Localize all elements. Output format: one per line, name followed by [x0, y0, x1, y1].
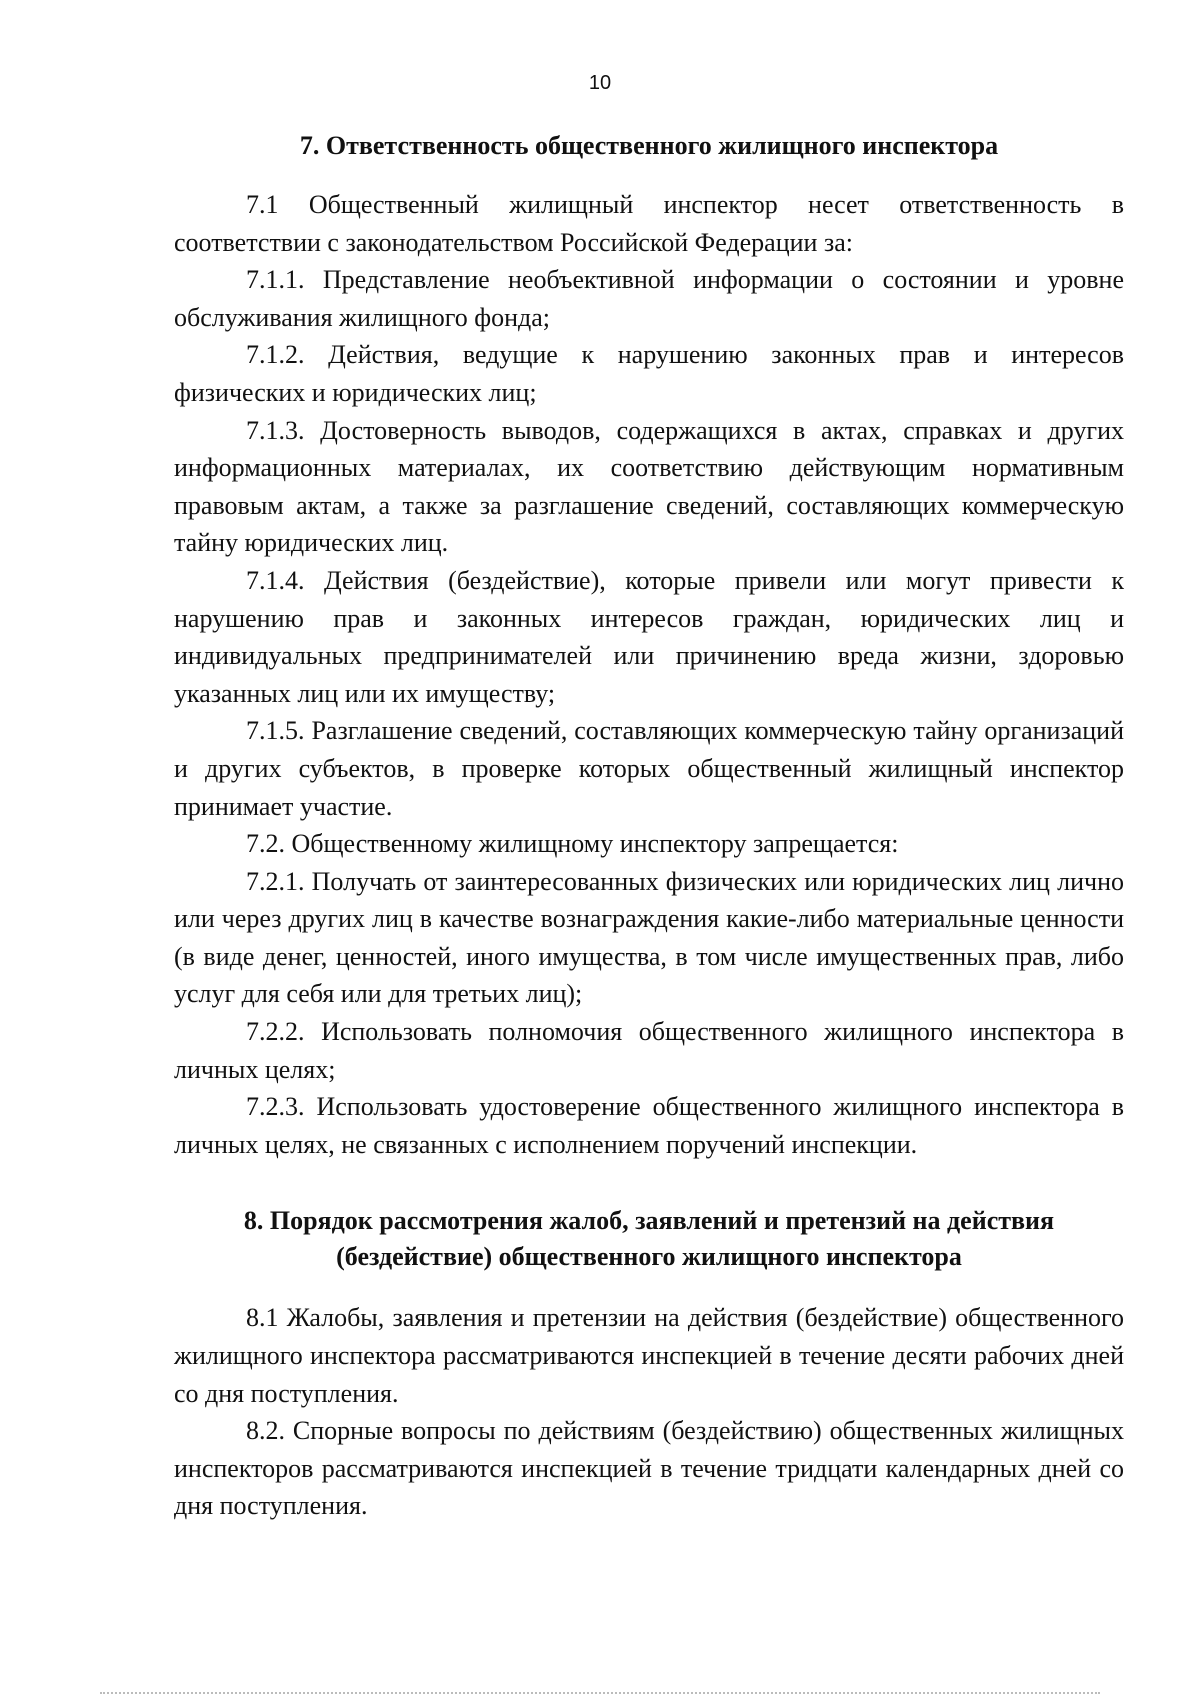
section-7-body [174, 186, 1124, 1163]
page-bottom-edge [100, 1692, 1100, 1696]
document-body [174, 128, 1124, 1525]
page-number: 10 [588, 72, 612, 94]
section-8-heading-line-2: (бездействие) общественного жилищного инспектора [336, 1242, 962, 1272]
section-8-heading [174, 1203, 1124, 1275]
paragraph-7-1: 7.1 Общественный жилищный инспектор несет ответственность в соответствии с законодательством Российской Федерации за: [174, 190, 1124, 257]
paragraph-7-1-4: 7.1.4. Действия (бездействие), которые привели или могут привести к нарушению прав и законных интересов граждан, юридических лиц и индивидуальных предпринимателей или причинению вреда жизни, здоровью указанных лиц или их имуществу; [174, 565, 1124, 708]
section-7-heading: 7. Ответственность общественного жилищного инспектора [299, 131, 999, 160]
paragraph-7-2-3: 7.2.3. Использовать удостоверение общественного жилищного инспектора в личных целях, не связанных с исполнением поручений инспекции. [174, 1092, 1124, 1159]
paragraph-7-1-3: 7.1.3. Достоверность выводов, содержащихся в актах, справках и других информационных материалах, их соответствию действующим нормативным правовым актам, а также за разглашение сведений, составляющих коммерческую тайну юридических лиц. [174, 415, 1124, 558]
paragraph-8-2: 8.2. Спорные вопросы по действиям (бездействию) общественных жилищных инспекторов рассматриваются инспекцией в течение тридцати календарных дней со дня поступления. [174, 1416, 1124, 1521]
paragraph-7-2-1: 7.2.1. Получать от заинтересованных физических или юридических лиц лично или через других лиц в качестве вознаграждения какие-либо материальные ценности (в виде денег, ценностей, иного имущества, в том числе имущественных прав, либо услуг для себя или для третьих лиц); [174, 866, 1124, 1009]
section-8-heading-line-1: 8. Порядок рассмотрения жалоб, заявлений и претензий на действия [243, 1206, 1055, 1236]
paragraph-8-1: 8.1 Жалобы, заявления и претензии на действия (бездействие) общественного жилищного инспектора рассматриваются инспекцией в течение десяти рабочих дней со дня поступления. [174, 1303, 1124, 1408]
paragraph-7-2-2: 7.2.2. Использовать полномочия общественного жилищного инспектора в личных целях; [174, 1017, 1124, 1084]
section-8-body [174, 1299, 1124, 1525]
paragraph-7-1-5: 7.1.5. Разглашение сведений, составляющих коммерческую тайну организаций и других субъектов, в проверке которых общественный жилищный инспектор принимает участие. [174, 716, 1124, 821]
paragraph-7-1-2: 7.1.2. Действия, ведущие к нарушению законных прав и интересов физических и юридических лиц; [174, 340, 1124, 407]
paragraph-7-2: 7.2. Общественному жилищному инспектору запрещается: [246, 829, 899, 859]
paragraph-7-1-1: 7.1.1. Представление необъективной информации о состоянии и уровне обслуживания жилищного фонда; [174, 265, 1124, 332]
